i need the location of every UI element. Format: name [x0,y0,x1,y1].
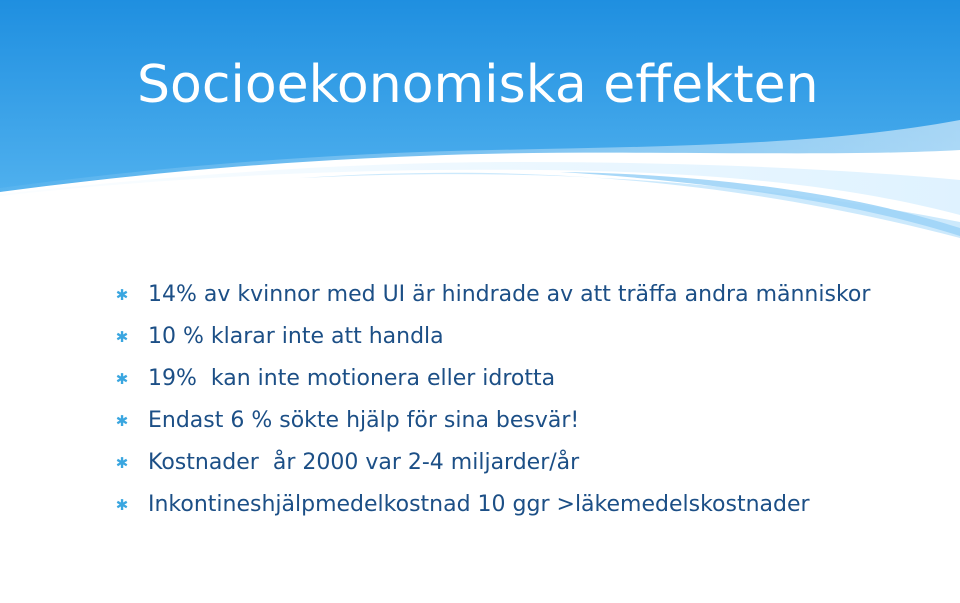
asterisk-bullet-icon: ✱ [115,412,129,430]
bullet-text: 10 % klarar inte att handla [148,324,444,349]
bullet-text: Kostnader år 2000 var 2-4 miljarder/år [148,450,580,475]
asterisk-bullet-icon: ✱ [115,328,129,346]
asterisk-bullet-icon: ✱ [115,454,129,472]
bullet-item [114,278,934,312]
bullet-text: Inkontineshjälpmedelkostnad 10 ggr >läkemedelskostnader [148,492,810,517]
bullet-item [114,488,934,522]
bullet-item [114,404,934,438]
asterisk-bullet-icon: ✱ [115,286,129,304]
bullet-item [114,320,934,354]
asterisk-bullet-icon: ✱ [115,496,129,514]
asterisk-bullet-icon: ✱ [115,370,129,388]
bullet-text: Endast 6 % sökte hjälp för sina besvär! [148,408,580,433]
bullet-item [114,362,934,396]
bullet-item [114,446,934,480]
bullet-text: 14% av kvinnor med UI är hindrade av att träffa andra människor [148,282,871,307]
bullet-text: 19% kan inte motionera eller idrotta [148,366,556,391]
bullet-list [114,278,934,530]
slide-title: Socioekonomiska effekten [137,55,819,115]
